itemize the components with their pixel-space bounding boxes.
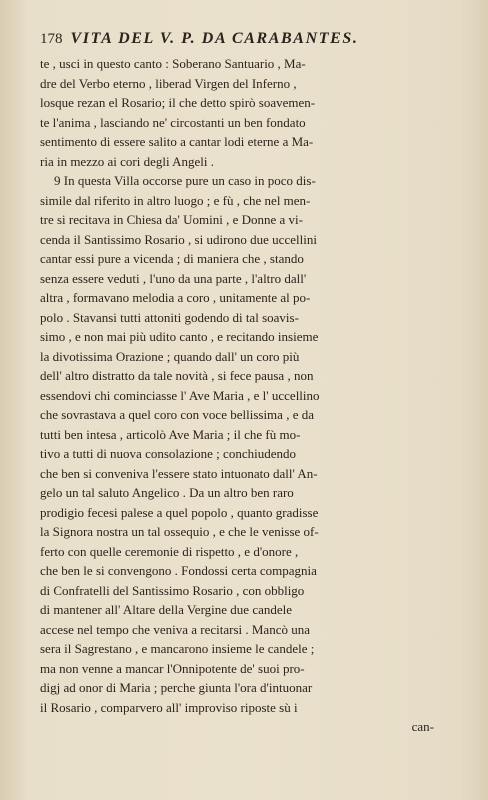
body-text bbox=[40, 54, 464, 717]
text-line: la Signora nostra un tal ossequio , e che le venisse of- bbox=[40, 524, 319, 539]
text-line: 9 In questa Villa occorse pure un caso in poco dis- bbox=[54, 173, 316, 188]
text-line: dell' altro distratto da tale novità , si fece pausa , non bbox=[40, 368, 314, 383]
text-line: sentimento di essere salito a cantar lodi eterne a Ma- bbox=[40, 134, 314, 149]
text-line: che sovrastava a quel coro con voce bellissima , e da bbox=[40, 407, 314, 422]
text-line: che ben le si convengono . Fondossi certa compagnia bbox=[40, 563, 317, 578]
text-line: cantar essi pure a vicenda ; di maniera che , stando bbox=[40, 251, 304, 266]
text-line: sera il Sagrestano , e mancarono insieme le candele ; bbox=[40, 641, 315, 656]
text-line: prodigio fecesi palese a quel popolo , quanto gradisse bbox=[40, 504, 319, 520]
text-line: digj ad onor di Maria ; perche giunta l'ora d'intuonar bbox=[40, 680, 313, 695]
text-line: losque rezan el Rosario; il che detto spirò soavemen- bbox=[40, 95, 316, 110]
text-line: ria in mezzo ai cori degli Angeli . bbox=[40, 153, 214, 169]
text-line: simile dal riferito in altro luogo ; e fù , che nel men- bbox=[40, 192, 311, 208]
text-line: di mantener all' Altare della Vergine due candele bbox=[40, 602, 293, 617]
text-line: ferto con quelle ceremonie di rispetto , e d'onore , bbox=[40, 543, 299, 559]
running-title: VITA DEL V. P. DA CARABANTES. bbox=[70, 30, 359, 47]
text-line: che ben si conveniva l'essere stato intuonato dall' An- bbox=[40, 465, 318, 481]
text-line: cenda il Santissimo Rosario , si udirono due uccellini bbox=[40, 231, 317, 247]
text-line: simo , e non mai più udito canto , e recitando insieme bbox=[40, 329, 319, 344]
text-line: altra , formavano melodia a coro , unitamente al po- bbox=[40, 290, 311, 305]
text-line: te l'anima , lasciando ne' circostanti un ben fondato bbox=[40, 114, 306, 130]
text-line: polo . Stavansi tutti attoniti godendo di tal soavis- bbox=[40, 309, 299, 325]
text-line: ma non venne a mancar l'Onnipotente de' suoi pro- bbox=[40, 660, 305, 676]
text-line: gelo un tal saluto Angelico . Da un altro ben raro bbox=[40, 485, 294, 500]
text-line: tutti ben intesa , articolò Ave Maria ; il che fù mo- bbox=[40, 426, 301, 442]
text-line: la divotissima Orazione ; quando dall' un coro più bbox=[40, 348, 300, 364]
text-line: accese nel tempo che veniva a recitarsi . Mancò una bbox=[40, 621, 310, 637]
catchword: can- bbox=[411, 719, 434, 734]
text-line: tivo a tutti di nuova consolazione ; conchiudendo bbox=[40, 446, 296, 461]
page-number: 178 bbox=[40, 31, 63, 47]
text-line: tre si recitava in Chiesa da' Uomini , e Donne a vi- bbox=[40, 212, 303, 227]
text-line: il Rosario , comparvero all' improviso riposte sù i bbox=[40, 699, 298, 715]
text-line: essendovi chi cominciasse l' Ave Maria , e l' uccellino bbox=[40, 387, 320, 403]
text-line: di Confratelli del Santissimo Rosario , con obbligo bbox=[40, 582, 305, 598]
page-header bbox=[40, 30, 464, 48]
text-line: dre del Verbo eterno , liberad Virgen del Inferno , bbox=[40, 75, 297, 91]
text-line: senza essere veduti , l'uno da una parte , l'altro dall' bbox=[40, 270, 307, 286]
text-line: te , usci in questo canto : Soberano Santuario , Ma- bbox=[40, 56, 306, 71]
